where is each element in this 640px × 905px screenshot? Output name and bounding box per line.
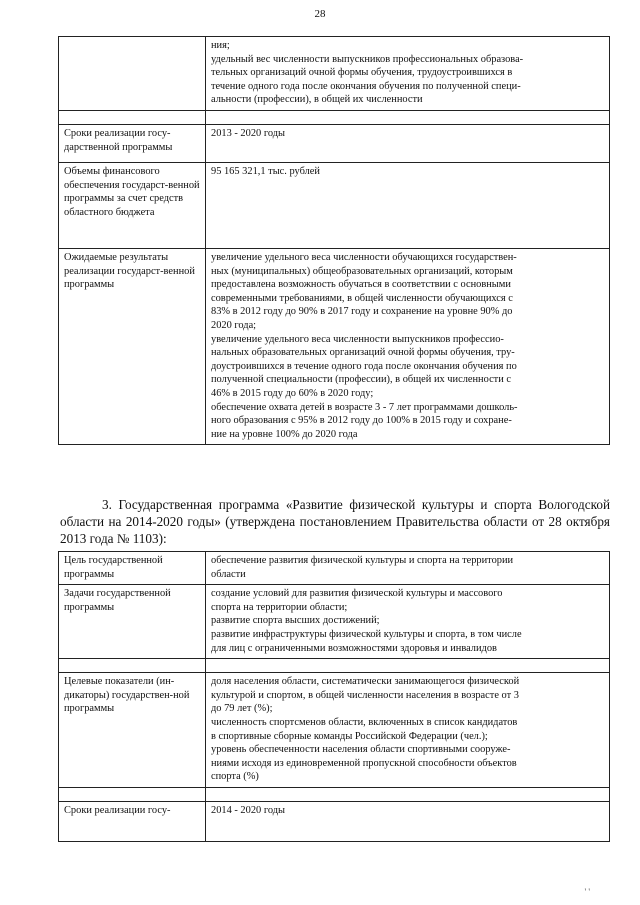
row-value (206, 162, 610, 248)
value-line: альности (профессии), в общей их численности (211, 94, 423, 106)
value-line: в спортивные сборные команды Российской Федерации (чел.); (211, 730, 488, 742)
value-line: удельный вес численности выпускников профессиональных образова- (211, 53, 524, 65)
value-line: доля населения области, систематически занимающегося физической (211, 676, 520, 688)
value-line: численность спортсменов области, включенных в список кандидатов (211, 716, 518, 728)
program-table-education (58, 36, 610, 445)
value-line: ние на уровне 100% до 2020 года (211, 428, 358, 440)
page-number: 28 (314, 8, 326, 20)
value-line: развитие инфраструктуры физической культуры и спорта, в том числе (211, 628, 522, 640)
row-value (206, 585, 610, 659)
value-line: предоставлена возможность обучаться в соответствии с основными (211, 279, 511, 291)
section-heading-text: 3. Государственная программа «Развитие физической культуры и спорта Вологодской области на 2014-2020 годы» (утверждена постановлением Правительства области от 28 октября 2013 года № 1103): (60, 497, 610, 546)
value-line: ниями исходя из единовременной пропускной способности объектов (211, 757, 517, 769)
table-row-spacer (59, 110, 610, 124)
value-line: области (211, 568, 246, 580)
row-value (206, 37, 610, 111)
table-row (59, 124, 610, 162)
row-label: Цель государственной программы (59, 552, 206, 585)
row-label: Объемы финансового обеспечения государст-венной программы за счет средств областного бюджета (59, 162, 206, 248)
program-table-sport (58, 551, 610, 842)
table-row-spacer (59, 787, 610, 801)
value-line: 95 165 321,1 тыс. рублей (211, 165, 320, 177)
value-line: течение одного года после окончания обучения по полученной специ- (211, 80, 521, 92)
value-line: тельных организаций очной формы обучения, трудоустроившихся в (211, 67, 513, 79)
table-row (59, 552, 610, 585)
value-line: для лиц с ограниченными возможностями здоровья и инвалидов (211, 642, 497, 654)
value-line: спорта на территории области; (211, 601, 348, 613)
row-value (206, 801, 610, 841)
value-line: до 79 лет (%); (211, 703, 273, 715)
value-line: ных (муниципальных) общеобразовательных организаций, которым (211, 265, 513, 277)
row-label (59, 37, 206, 111)
value-line: культурой и спортом, в общей численности населения в возрасте от 3 (211, 689, 519, 701)
value-line: обеспечение охвата детей в возрасте 3 - 7 лет программами дошколь- (211, 401, 518, 413)
value-line: уровень обеспеченности населения области спортивными сооруже- (211, 744, 511, 756)
section-heading (60, 496, 610, 547)
value-line: доустроившихся в течение одного года после окончания обучения по (211, 360, 517, 372)
row-value (206, 673, 610, 788)
value-line: 2020 года; (211, 319, 257, 331)
table-row (59, 801, 610, 841)
row-label: Сроки реализации госу-дарственной программы (59, 124, 206, 162)
value-line: нальных образовательных организаций очной формы обучения, тру- (211, 347, 515, 359)
table-row (59, 248, 610, 444)
table-row (59, 585, 610, 659)
row-label: Целевые показатели (ин-дикаторы) государствен-ной программы (59, 673, 206, 788)
value-line: 2014 - 2020 годы (211, 804, 285, 816)
value-line: развитие спорта высших достижений; (211, 615, 380, 627)
value-line: спорта (%) (211, 771, 259, 783)
table-row (59, 37, 610, 111)
value-line: ного образования с 95% в 2012 году до 100% в 2015 году и сохране- (211, 415, 512, 427)
value-line: современными требованиями, в общей численности обучающихся с (211, 292, 513, 304)
value-line: 2013 - 2020 годы (211, 127, 285, 139)
value-line: обеспечение развития физической культуры и спорта на территории (211, 555, 514, 566)
row-label: Сроки реализации госу- (59, 801, 206, 841)
value-line: 46% в 2015 году до 60% в 2020 году; (211, 387, 374, 399)
table-row-spacer (59, 659, 610, 673)
value-line: полученной специальности (профессии), в общей их численности с (211, 374, 511, 386)
value-line: создание условий для развития физической культуры и массового (211, 588, 503, 600)
value-line: 83% в 2012 году до 90% в 2017 году и сохранение на уровне 90% до (211, 306, 513, 318)
table-row (59, 162, 610, 248)
value-line: ния; (211, 40, 230, 51)
row-label: Ожидаемые результаты реализации государст-венной программы (59, 248, 206, 444)
table-row (59, 673, 610, 788)
value-line: увеличение удельного веса численности выпускников профессио- (211, 333, 504, 345)
value-line: увеличение удельного веса численности обучающихся государствен- (211, 251, 517, 263)
row-label: Задачи государственной программы (59, 585, 206, 659)
row-value (206, 248, 610, 444)
corner-mark: ' ' (584, 887, 590, 897)
row-value (206, 552, 610, 585)
row-value (206, 124, 610, 162)
